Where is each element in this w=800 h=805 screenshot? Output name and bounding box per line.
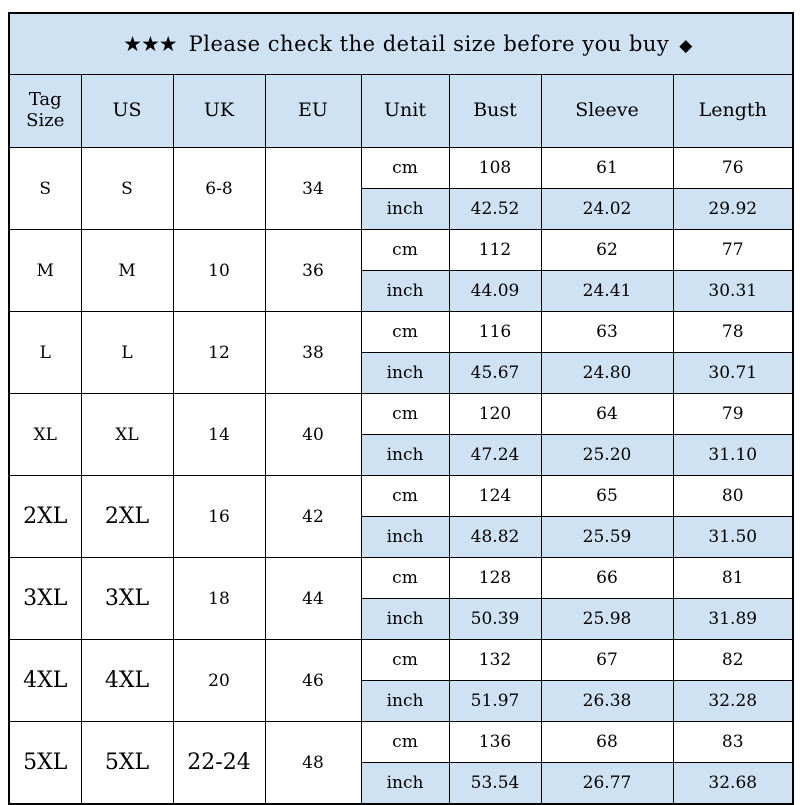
cell-eu: 46 (265, 640, 361, 722)
cell-uk: 12 (173, 312, 265, 394)
table-row (9, 230, 793, 271)
cell-length-cm: 83 (673, 722, 793, 763)
cell-tag-size: 2XL (9, 476, 81, 558)
cell-sleeve-inch: 24.02 (541, 189, 673, 230)
cell-unit-inch: inch (361, 435, 449, 476)
cell-unit-cm: cm (361, 640, 449, 681)
cell-us: XL (81, 394, 173, 476)
header-us: US (81, 75, 173, 148)
cell-unit-cm: cm (361, 148, 449, 189)
cell-bust-cm: 136 (449, 722, 541, 763)
cell-eu: 38 (265, 312, 361, 394)
header-row (9, 75, 793, 148)
cell-sleeve-inch: 25.98 (541, 599, 673, 640)
header-tag-size (9, 75, 81, 148)
cell-length-cm: 79 (673, 394, 793, 435)
cell-unit-inch: inch (361, 599, 449, 640)
banner-row (9, 13, 793, 75)
cell-unit-inch: inch (361, 681, 449, 722)
cell-length-cm: 77 (673, 230, 793, 271)
cell-us: 5XL (81, 722, 173, 805)
cell-length-cm: 81 (673, 558, 793, 599)
cell-tag-size: L (9, 312, 81, 394)
cell-unit-inch: inch (361, 517, 449, 558)
cell-uk: 16 (173, 476, 265, 558)
size-chart-table (8, 12, 794, 805)
cell-bust-cm: 116 (449, 312, 541, 353)
table-row (9, 148, 793, 189)
cell-us: L (81, 312, 173, 394)
cell-uk: 18 (173, 558, 265, 640)
cell-sleeve-cm: 65 (541, 476, 673, 517)
cell-uk: 10 (173, 230, 265, 312)
cell-sleeve-inch: 24.41 (541, 271, 673, 312)
cell-length-inch: 30.31 (673, 271, 793, 312)
header-uk: UK (173, 75, 265, 148)
header-sleeve: Sleeve (541, 75, 673, 148)
banner-cell (9, 13, 793, 75)
cell-eu: 44 (265, 558, 361, 640)
cell-unit-cm: cm (361, 722, 449, 763)
table-row (9, 558, 793, 599)
cell-sleeve-cm: 64 (541, 394, 673, 435)
cell-sleeve-cm: 67 (541, 640, 673, 681)
cell-bust-cm: 108 (449, 148, 541, 189)
cell-uk: 14 (173, 394, 265, 476)
cell-unit-inch: inch (361, 271, 449, 312)
cell-tag-size: S (9, 148, 81, 230)
cell-us: 4XL (81, 640, 173, 722)
cell-eu: 36 (265, 230, 361, 312)
diamond-icon: ◆ (679, 35, 693, 56)
cell-length-inch: 31.50 (673, 517, 793, 558)
cell-bust-inch: 47.24 (449, 435, 541, 476)
cell-tag-size: XL (9, 394, 81, 476)
cell-sleeve-inch: 26.38 (541, 681, 673, 722)
cell-unit-cm: cm (361, 312, 449, 353)
cell-unit-cm: cm (361, 558, 449, 599)
cell-sleeve-cm: 63 (541, 312, 673, 353)
cell-length-inch: 31.89 (673, 599, 793, 640)
cell-eu: 48 (265, 722, 361, 805)
cell-tag-size: M (9, 230, 81, 312)
cell-unit-cm: cm (361, 394, 449, 435)
cell-uk: 20 (173, 640, 265, 722)
cell-length-inch: 31.10 (673, 435, 793, 476)
header-eu: EU (265, 75, 361, 148)
cell-sleeve-inch: 25.20 (541, 435, 673, 476)
table-row (9, 722, 793, 763)
cell-eu: 42 (265, 476, 361, 558)
table-row (9, 394, 793, 435)
table-row (9, 312, 793, 353)
cell-bust-inch: 42.52 (449, 189, 541, 230)
cell-unit-cm: cm (361, 476, 449, 517)
cell-uk: 22-24 (173, 722, 265, 805)
cell-length-cm: 76 (673, 148, 793, 189)
cell-tag-size: 4XL (9, 640, 81, 722)
cell-tag-size: 3XL (9, 558, 81, 640)
cell-unit-cm: cm (361, 230, 449, 271)
cell-length-inch: 32.28 (673, 681, 793, 722)
cell-length-cm: 80 (673, 476, 793, 517)
cell-bust-cm: 112 (449, 230, 541, 271)
cell-eu: 40 (265, 394, 361, 476)
cell-length-inch: 29.92 (673, 189, 793, 230)
cell-length-cm: 82 (673, 640, 793, 681)
cell-length-inch: 30.71 (673, 353, 793, 394)
cell-unit-inch: inch (361, 763, 449, 805)
cell-sleeve-inch: 25.59 (541, 517, 673, 558)
cell-us: M (81, 230, 173, 312)
cell-uk: 6-8 (173, 148, 265, 230)
cell-unit-inch: inch (361, 189, 449, 230)
header-unit: Unit (361, 75, 449, 148)
cell-bust-inch: 51.97 (449, 681, 541, 722)
cell-length-inch: 32.68 (673, 763, 793, 805)
cell-unit-inch: inch (361, 353, 449, 394)
cell-us: S (81, 148, 173, 230)
cell-bust-cm: 128 (449, 558, 541, 599)
cell-length-cm: 78 (673, 312, 793, 353)
cell-us: 3XL (81, 558, 173, 640)
cell-bust-inch: 53.54 (449, 763, 541, 805)
cell-bust-cm: 124 (449, 476, 541, 517)
cell-sleeve-cm: 68 (541, 722, 673, 763)
table-row (9, 476, 793, 517)
stars-icon: ★★★ (123, 31, 177, 56)
cell-bust-cm: 120 (449, 394, 541, 435)
header-tag-line1: Tag (28, 89, 62, 111)
cell-sleeve-inch: 24.80 (541, 353, 673, 394)
table-row (9, 640, 793, 681)
cell-bust-inch: 45.67 (449, 353, 541, 394)
header-tag-line2: Size (26, 110, 65, 131)
cell-bust-inch: 48.82 (449, 517, 541, 558)
cell-eu: 34 (265, 148, 361, 230)
cell-bust-inch: 50.39 (449, 599, 541, 640)
cell-bust-inch: 44.09 (449, 271, 541, 312)
header-bust: Bust (449, 75, 541, 148)
banner-text: Please check the detail size before you buy (188, 31, 670, 56)
cell-us: 2XL (81, 476, 173, 558)
cell-sleeve-cm: 66 (541, 558, 673, 599)
cell-sleeve-cm: 61 (541, 148, 673, 189)
cell-sleeve-inch: 26.77 (541, 763, 673, 805)
cell-bust-cm: 132 (449, 640, 541, 681)
cell-sleeve-cm: 62 (541, 230, 673, 271)
cell-tag-size: 5XL (9, 722, 81, 805)
header-length: Length (673, 75, 793, 148)
